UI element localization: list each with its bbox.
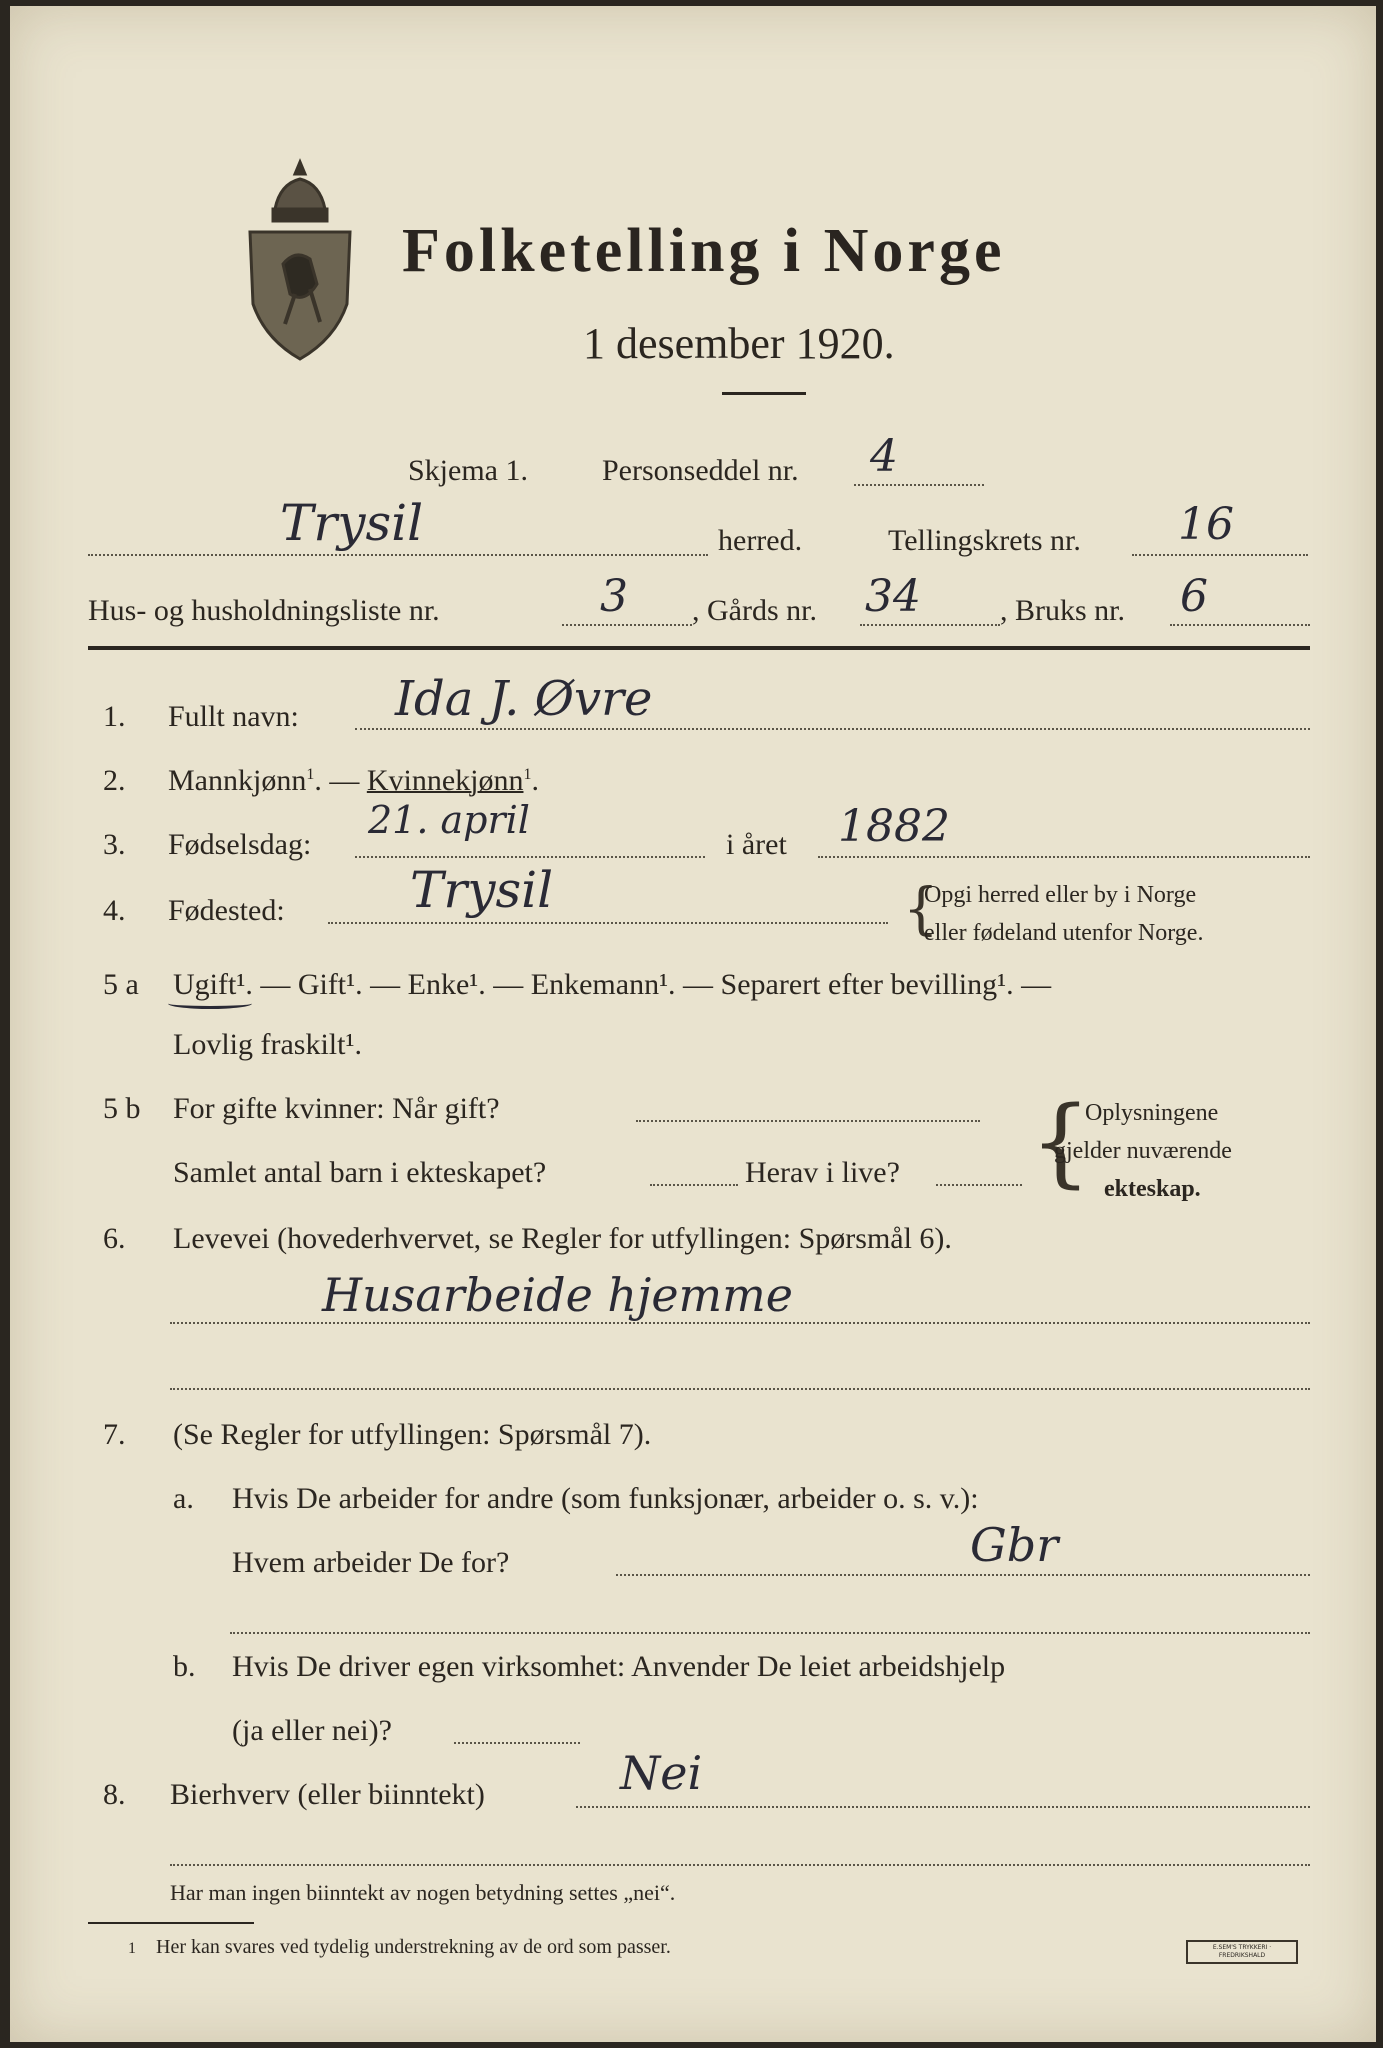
q2-number: 2. [103,764,126,797]
footer-note: Har man ingen biinntekt av nogen betydning settes „nei“. [170,1880,676,1905]
q4-note-1: Opgi herred eller by i Norge [924,882,1197,908]
bruks-value: 6 [1180,571,1208,622]
q1-label: Fullt navn: [168,700,299,733]
q8-dots [576,1806,1310,1808]
q5a-line1: Ugift¹. — Gift¹. — Enke¹. — Enkemann¹. — Separert efter bevilling¹. — [173,968,1052,1001]
q6-label: Levevei (hovederhvervet, se Regler for utfyllingen: Spørsmål 6). [173,1222,952,1255]
gards-dots [860,624,1000,626]
q3-year-dots [818,856,1310,858]
section-rule [88,646,1310,650]
q3-dots [355,856,705,858]
q5b-dots2 [650,1184,738,1186]
q5b-note-2: gjelder nuværende [1054,1138,1232,1164]
q7b-letter: b. [173,1650,196,1683]
q7a-letter: a. [173,1482,194,1515]
q1-value: Ida J. Øvre [395,671,653,727]
q3-value: 21. april [368,798,530,842]
q7a-line2: Hvem arbeider De for? [232,1546,510,1579]
q2-end: . [531,764,539,797]
q2-sup-b: 1 [523,766,532,783]
q5b-number: 5 b [103,1092,141,1125]
q3-year-value: 1882 [838,801,950,852]
coat-of-arms-icon [235,154,365,364]
q2-kvinnekjonn: Kvinnekjønn [366,764,524,797]
q4-number: 4. [103,894,126,927]
personseddel-value: 4 [870,431,898,482]
hus-label: Hus- og husholdningsliste nr. [88,594,440,627]
gards-value: 34 [865,571,921,622]
herred-label: herred. [718,524,803,557]
printer-stamp: E.SEM'S TRYKKERI · FREDRIKSHALD [1186,1940,1298,1964]
q8-dots2 [170,1864,1310,1866]
hus-value: 3 [600,571,628,622]
personseddel-dots [854,484,984,486]
herred-dots [88,554,708,556]
personseddel-label: Personseddel nr. [602,454,799,487]
q2-line [168,764,539,798]
q2-sup-a: 1 [306,766,315,783]
q1-number: 1. [103,700,126,733]
q2-dash: . — [314,764,360,797]
page-title: Folketelling i Norge [402,217,1006,285]
q7-number: 7. [103,1418,126,1451]
q5b-label1: For gifte kvinner: Når gift? [173,1092,500,1125]
q5a-line2: Lovlig fraskilt¹. [173,1028,362,1061]
footnote-text: Her kan svares ved tydelig understrekning av de ord som passer. [156,1936,671,1958]
q3-label: Fødselsdag: [168,828,312,861]
q7a-dots [616,1574,1310,1576]
tellingskrets-dots [1132,554,1308,556]
q5b-label2: Samlet antal barn i ekteskapet? [173,1156,547,1189]
q7-label: (Se Regler for utfyllingen: Spørsmål 7). [173,1418,652,1451]
bruks-label: , Bruks nr. [1000,594,1126,627]
q5b-dots3 [936,1184,1022,1186]
q5a-number: 5 a [103,968,139,1001]
q4-brace: { [903,877,939,942]
q4-label: Fødested: [168,894,285,927]
q7a-dots2 [230,1632,1310,1634]
q6-dots2 [170,1388,1310,1390]
footnote-number: 1 [128,1940,136,1957]
q7b-line1: Hvis De driver egen virksomhet: Anvender De leiet arbeidshjelp [232,1650,1006,1683]
q3-number: 3. [103,828,126,861]
q5b-dots1 [636,1120,980,1122]
herred-value: Trysil [280,494,424,552]
bruks-dots [1170,624,1310,626]
q6-dots1 [170,1322,1310,1324]
title-divider [722,392,806,395]
skjema-label: Skjema 1. [408,454,528,487]
q5b-note-1: Oplysningene [1085,1100,1219,1126]
q8-label: Bierhverv (eller biinntekt) [170,1778,485,1811]
tellingskrets-value: 16 [1178,499,1234,550]
q6-number: 6. [103,1222,126,1255]
q5b-note-3: ekteskap. [1104,1176,1201,1202]
tellingskrets-label: Tellingskrets nr. [888,524,1081,557]
q7a-value: Gbr [970,1518,1059,1572]
q4-value: Trysil [410,861,554,919]
q7b-dots [454,1742,580,1744]
q4-note-2: eller fødeland utenfor Norge. [924,920,1204,946]
q3-year-label: i året [726,828,787,861]
census-form-page [10,6,1376,2042]
q5b-brace: { [1030,1086,1092,1198]
footnote-rule [88,1922,254,1924]
q7a-line1: Hvis De arbeider for andre (som funksjonær, arbeider o. s. v.): [232,1482,979,1515]
q2-mannkjonn: Mannkjønn [168,764,307,797]
q5b-label3: Herav i live? [745,1156,900,1189]
hus-dots [562,624,692,626]
q5a-ugift-mark [168,998,252,1009]
q8-number: 8. [103,1778,126,1811]
gards-label: , Gårds nr. [692,594,817,627]
q4-dots [328,922,888,924]
census-date: 1 desember 1920. [583,319,895,368]
q6-value: Husarbeide hjemme [322,1268,794,1322]
q8-value: Nei [620,1746,703,1800]
q7b-line2: (ja eller nei)? [232,1714,392,1747]
q1-dots [355,728,1310,730]
